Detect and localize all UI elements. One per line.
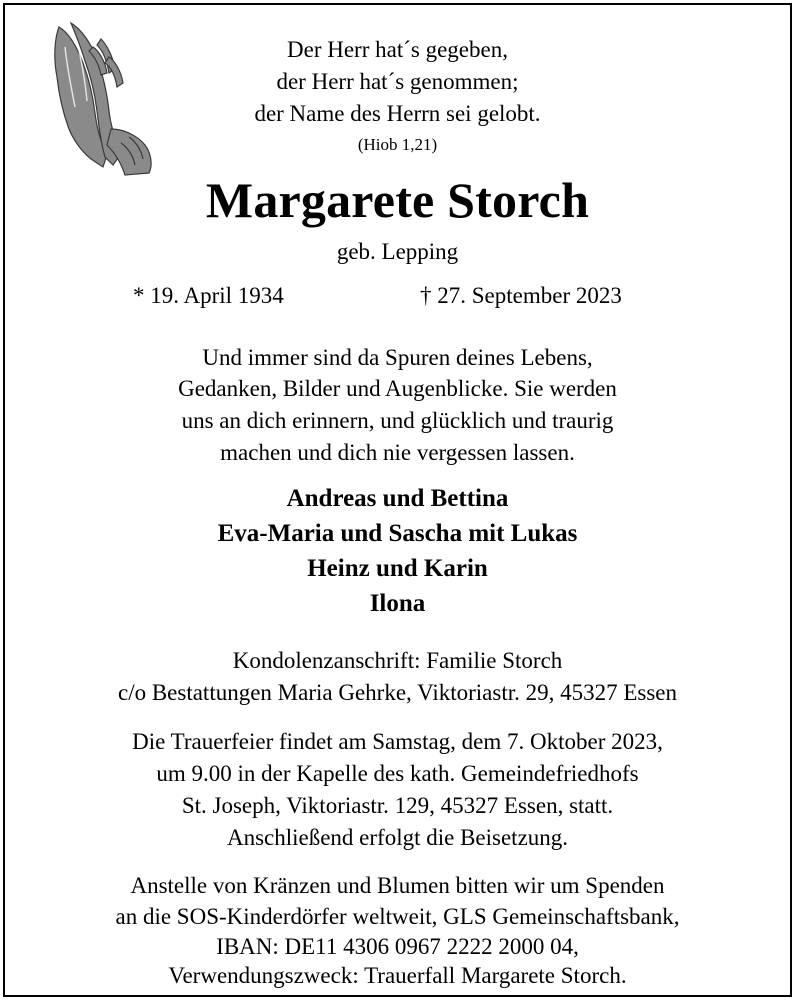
condolence-line-1: Kondolenzanschrift: Familie Storch bbox=[232, 648, 563, 673]
family-line-3: Heinz und Karin bbox=[307, 555, 488, 582]
verse-line-1: Der Herr hat´s gegeben, bbox=[287, 37, 508, 62]
maiden-name: geb. Lepping bbox=[336, 239, 459, 264]
birth-date: * 19. April 1934 bbox=[133, 283, 284, 308]
donation-line-2: an die SOS-Kinderdörfer weltweit, GLS Gemeinschaftsbank, bbox=[115, 904, 680, 929]
ceremony-line-3: St. Joseph, Viktoriastr. 129, 45327 Essen, statt. bbox=[181, 793, 614, 818]
obituary-notice bbox=[3, 3, 792, 997]
donation-line-1: Anstelle von Kränzen und Blumen bitten wir um Spenden bbox=[130, 873, 665, 898]
ceremony-line-1: Die Trauerfeier findet am Samstag, dem 7. Oktober 2023, bbox=[132, 729, 663, 754]
verse-source: (Hiob 1,21) bbox=[357, 135, 438, 154]
family-line-2: Eva-Maria und Sascha mit Lukas bbox=[217, 520, 578, 547]
family-line-1: Andreas und Bettina bbox=[286, 485, 509, 512]
death-date: † 27. September 2023 bbox=[420, 283, 622, 308]
family-line-4: Ilona bbox=[369, 590, 426, 617]
ceremony-line-2: um 9.00 in der Kapelle des kath. Gemeindefriedhofs bbox=[156, 761, 639, 786]
condolence-line-2: c/o Bestattungen Maria Gehrke, Viktoriastr. 29, 45327 Essen bbox=[117, 680, 678, 705]
poem-line-2: Gedanken, Bilder und Augenblicke. Sie werden bbox=[178, 376, 617, 401]
poem-line-1: Und immer sind da Spuren deines Lebens, bbox=[202, 345, 593, 370]
poem-line-3: uns an dich erinnern, und glücklich und traurig bbox=[181, 408, 614, 433]
verse-line-3: der Name des Herrn sei gelobt. bbox=[254, 101, 541, 126]
donation-line-3: IBAN: DE11 4306 0967 2222 2000 04, bbox=[216, 934, 579, 959]
deceased-name: Margarete Storch bbox=[205, 172, 590, 228]
verse-line-2: der Herr hat´s genommen; bbox=[276, 69, 519, 94]
ceremony-line-4: Anschließend erfolgt die Beisetzung. bbox=[226, 825, 569, 850]
donation-line-4: Verwendungszweck: Trauerfall Margarete Storch. bbox=[168, 963, 627, 988]
poem-line-4: machen und dich nie vergessen lassen. bbox=[220, 440, 575, 465]
